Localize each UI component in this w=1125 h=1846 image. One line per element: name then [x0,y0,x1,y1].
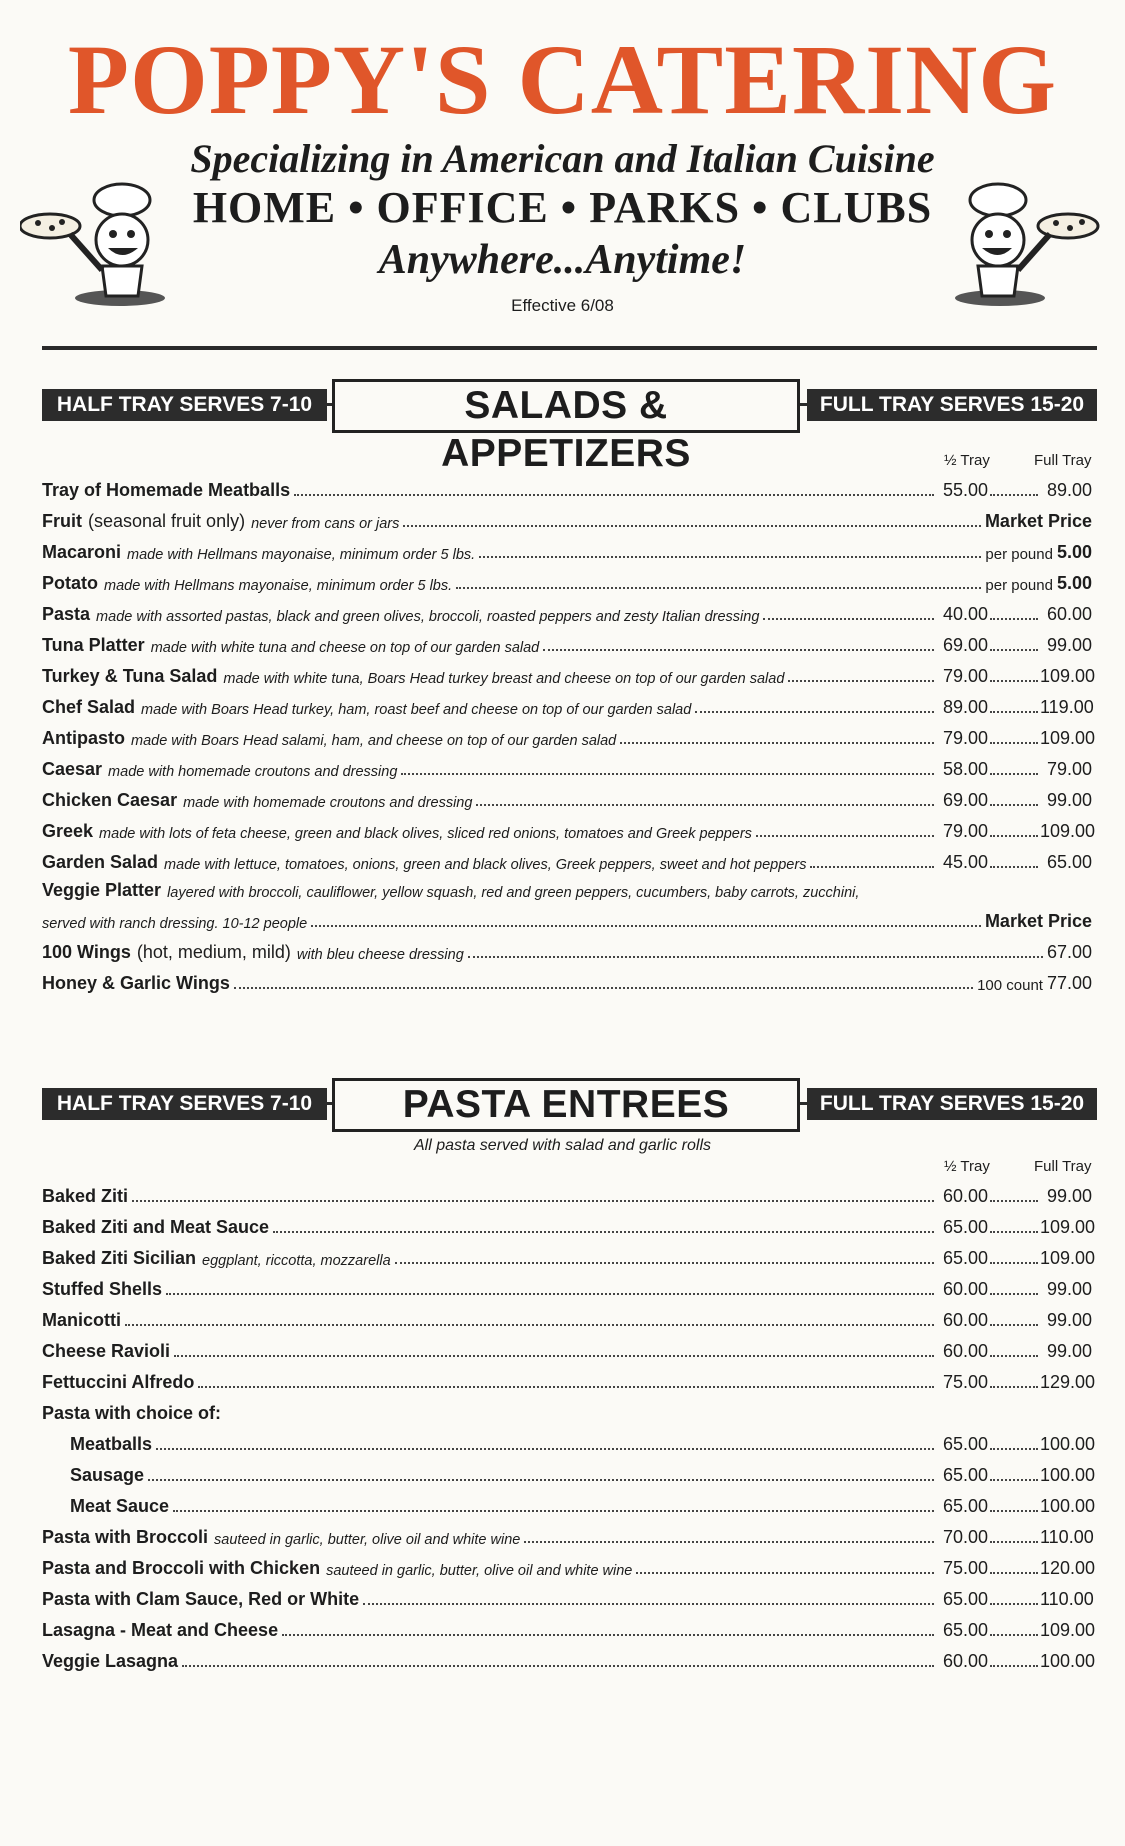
full-tray-price: 100.00 [1040,1496,1096,1516]
leader-dots [395,1262,934,1264]
item-name: Fruit [42,511,82,531]
menu-item [42,1176,1092,1207]
leader-dots [166,1293,934,1295]
leader-dots [294,494,934,496]
salads-column-headers [42,452,1092,472]
menu-item [42,1207,1096,1238]
item-name: Pasta [42,604,91,624]
menu-item [42,1300,1092,1331]
half-tray-price: 75.00 [942,1372,988,1392]
menu-item [42,1238,1096,1269]
menu-item [42,1269,1092,1300]
item-description: made with Hellmans mayonaise, minimum order 5 lbs. [127,547,476,563]
full-tray-serves: FULL TRAY SERVES 15-20 [807,1088,1097,1120]
item-name: Baked Ziti Sicilian [42,1248,197,1268]
leader-dots [620,742,934,744]
leader-dots [810,866,934,868]
pasta-column-headers [42,1158,1092,1178]
pasta-note: All pasta served with salad and garlic rolls [413,1137,712,1154]
full-tray-price: 120.00 [1040,1558,1096,1578]
leader-dots [456,587,981,589]
full-tray-price: 60.00 [1046,604,1092,624]
full-tray-header: Full Tray [1034,1158,1092,1175]
leader-dots [476,804,934,806]
half-tray-price: 60.00 [942,1279,988,1299]
item-name: Veggie Lasagna [42,1651,179,1671]
leader-dots [173,1510,934,1512]
item-description: made with Boars Head salami, ham, and cheese on top of our garden salad [131,733,617,749]
full-tray-price: 99.00 [1046,1186,1092,1206]
half-tray-price: 58.00 [942,759,988,779]
item-name: Fettuccini Alfredo [42,1372,195,1392]
half-tray-price: 65.00 [942,1217,988,1237]
half-tray-price: 60.00 [942,1310,988,1330]
half-tray-price: 69.00 [942,790,988,810]
item-name: Meat Sauce [70,1496,170,1516]
item-name: Macaroni [42,542,122,562]
full-tray-price: 65.00 [1046,852,1092,872]
item-name: Veggie Platter [42,880,162,900]
salads-list [42,470,1096,994]
price-unit: per pound [985,577,1053,594]
menu-item [42,780,1092,811]
full-tray-price: 109.00 [1040,1217,1096,1237]
menu-item [42,687,1092,718]
full-tray-price: 110.00 [1040,1527,1094,1547]
half-tray-price: 65.00 [942,1465,988,1485]
menu-item [42,718,1096,749]
item-name: Potato [42,573,98,593]
menu-item [42,1548,1096,1579]
item-name: Pasta with choice of: [42,1403,222,1423]
item-name: Manicotti [42,1310,121,1330]
item-name: Pasta with Broccoli [42,1527,209,1547]
menu-item [42,1610,1096,1641]
item-name: Tuna Platter [42,635,145,655]
section-title-pasta: PASTA ENTREES [332,1078,800,1132]
leader-dots [990,1355,1038,1357]
item-description: sauteed in garlic, butter, olive oil and white wine [326,1563,633,1579]
half-tray-price: 65.00 [942,1248,988,1268]
item-name: Chicken Caesar [42,790,178,810]
half-tray-price: 60.00 [942,1186,988,1206]
item-description: served with ranch dressing. 10-12 people [42,916,308,932]
half-tray-price: 60.00 [942,1651,988,1671]
half-tray-price: 79.00 [942,728,988,748]
item-name: Sausage [70,1465,145,1485]
half-tray-price: 55.00 [942,480,988,500]
venues-line: HOME • OFFICE • PARKS • CLUBS [192,183,933,232]
leader-dots [756,835,934,837]
full-tray-price: 89.00 [1046,480,1092,500]
leader-dots [636,1572,934,1574]
leader-dots [403,525,981,527]
leader-dots [990,494,1038,496]
menu-item [42,1362,1096,1393]
header-divider [42,346,1097,350]
price: 67.00 [1046,942,1092,962]
menu-item-continued [42,901,1092,932]
full-tray-price: 99.00 [1046,635,1092,655]
item-name: Turkey & Tuna Salad [42,666,218,686]
half-tray-serves: HALF TRAY SERVES 7-10 [42,1088,327,1120]
leader-dots [156,1448,934,1450]
menu-item [42,1486,1096,1517]
item-description: sauteed in garlic, butter, olive oil and white wine [214,1532,521,1548]
leader-dots [990,1231,1038,1233]
menu-item [42,656,1096,687]
item-name: Baked Ziti and Meat Sauce [42,1217,270,1237]
leader-dots [990,1200,1038,1202]
leader-dots [125,1324,934,1326]
leader-dots [234,987,973,989]
leader-dots [479,556,981,558]
leader-dots [524,1541,934,1543]
menu-item [42,1424,1096,1455]
item-description: made with Hellmans mayonaise, minimum order 5 lbs. [104,578,453,594]
menu-item [42,501,1092,532]
half-tray-price: 79.00 [942,666,988,686]
full-tray-price: 109.00 [1040,1248,1096,1268]
full-tray-price: 109.00 [1040,666,1096,686]
leader-dots [990,1386,1038,1388]
full-tray-price: 99.00 [1046,790,1092,810]
item-name: Garden Salad [42,852,159,872]
full-tray-price: 119.00 [1040,697,1094,717]
leader-dots [990,1324,1038,1326]
market-price: Market Price [984,911,1092,931]
leader-dots [990,742,1038,744]
leader-dots [990,866,1038,868]
item-name: Tray of Homemade Meatballs [42,480,291,500]
business-title: POPPY'S CATERING [67,24,1058,135]
menu-item [42,842,1092,873]
half-tray-price: 45.00 [942,852,988,872]
item-name: Caesar [42,759,103,779]
full-tray-price: 109.00 [1040,1620,1096,1640]
menu-item [42,749,1092,780]
menu-item [42,532,1092,563]
item-note: (hot, medium, mild) [136,942,291,962]
half-tray-header: ½ Tray [944,452,990,469]
item-name: Cheese Ravioli [42,1341,171,1361]
leader-dots [990,618,1038,620]
leader-dots [468,956,1043,958]
leader-dots [695,711,934,713]
item-description: made with homemade croutons and dressing [183,795,473,811]
item-description: made with lettuce, tomatoes, onions, green and black olives, Greek peppers, sweet and hot peppers [164,857,807,873]
half-tray-price: 40.00 [942,604,988,624]
pasta-banner [42,1082,1097,1126]
price-unit: per pound [985,546,1053,563]
price: 5.00 [1056,573,1092,593]
leader-dots [990,1634,1038,1636]
item-description: made with white tuna, Boars Head turkey breast and cheese on top of our garden salad [223,671,785,687]
leader-dots [311,925,981,927]
leader-dots [543,649,934,651]
full-tray-price: 99.00 [1046,1279,1092,1299]
full-tray-price: 100.00 [1040,1434,1096,1454]
leader-dots [174,1355,934,1357]
item-description: never from cans or jars [251,516,400,532]
half-tray-serves: HALF TRAY SERVES 7-10 [42,389,327,421]
leader-dots [763,618,934,620]
menu-item [42,811,1096,842]
half-tray-price: 70.00 [942,1527,988,1547]
menu-item [42,873,1092,901]
anywhere-slogan: Anywhere...Anytime! [378,237,747,283]
half-tray-price: 75.00 [942,1558,988,1578]
leader-dots [132,1200,934,1202]
leader-dots [363,1603,934,1605]
item-description: layered with broccoli, cauliflower, yellow squash, red and green peppers, cucumbers, baby carrots, zucchini, [167,885,860,901]
leader-dots [273,1231,934,1233]
leader-dots [990,1510,1038,1512]
market-price: Market Price [984,511,1092,531]
item-note: (seasonal fruit only) [88,511,246,531]
item-name: Antipasto [42,728,125,748]
item-name: Pasta with Clam Sauce, Red or White [42,1589,360,1609]
half-tray-price: 65.00 [942,1496,988,1516]
item-name: Honey & Garlic Wings [42,973,230,993]
item-name: Baked Ziti [42,1186,129,1206]
menu-item [42,470,1092,501]
half-tray-price: 65.00 [942,1589,988,1609]
effective-date: Effective 6/08 [511,296,614,315]
item-name: Greek [42,821,94,841]
leader-dots [990,1448,1038,1450]
full-tray-price: 99.00 [1046,1310,1092,1330]
leader-dots [990,804,1038,806]
price-unit: 100 count [977,977,1043,994]
full-tray-price: 109.00 [1040,728,1096,748]
full-tray-price: 100.00 [1040,1465,1096,1485]
half-tray-price: 65.00 [942,1620,988,1640]
leader-dots [282,1634,934,1636]
menu-item [42,963,1092,994]
leader-dots [990,711,1038,713]
full-tray-price: 79.00 [1046,759,1092,779]
full-tray-header: Full Tray [1034,452,1092,469]
half-tray-price: 65.00 [942,1434,988,1454]
menu-item [42,1517,1092,1548]
item-description: made with white tuna and cheese on top of our garden salad [150,640,540,656]
section-title-salads: SALADS & APPETIZERS [332,379,800,433]
half-tray-header: ½ Tray [944,1158,990,1175]
menu-item [42,1393,1092,1424]
full-tray-price: 109.00 [1040,821,1096,841]
item-name: Pasta and Broccoli with Chicken [42,1558,321,1578]
menu-item [42,1331,1092,1362]
leader-dots [401,773,934,775]
leader-dots [990,1665,1038,1667]
pasta-list [42,1176,1096,1672]
price: 5.00 [1056,542,1092,562]
leader-dots [148,1479,934,1481]
menu-item [42,932,1092,963]
item-description: made with assorted pastas, black and green olives, broccoli, roasted peppers and zesty Italian dressing [96,609,760,625]
item-description: made with lots of feta cheese, green and black olives, sliced red onions, tomatoes and Greek peppers [99,826,752,842]
half-tray-price: 69.00 [942,635,988,655]
menu-item [42,1579,1092,1610]
full-tray-price: 100.00 [1040,1651,1096,1671]
half-tray-price: 79.00 [942,821,988,841]
leader-dots [990,773,1038,775]
full-tray-price: 129.00 [1040,1372,1096,1392]
leader-dots [990,1572,1038,1574]
item-name: Lasagna - Meat and Cheese [42,1620,279,1640]
menu-item [42,1455,1096,1486]
item-description: eggplant, riccotta, mozzarella [202,1253,391,1269]
tagline: Specializing in American and Italian Cuisine [190,136,935,181]
leader-dots [788,680,934,682]
menu-item [42,1641,1096,1672]
leader-dots [990,1603,1038,1605]
half-tray-price: 60.00 [942,1341,988,1361]
item-description: made with Boars Head turkey, ham, roast beef and cheese on top of our garden salad [141,702,692,718]
leader-dots [990,1293,1038,1295]
leader-dots [990,835,1038,837]
menu-item [42,563,1092,594]
full-tray-serves: FULL TRAY SERVES 15-20 [807,389,1097,421]
item-name: 100 Wings [42,942,131,962]
half-tray-price: 89.00 [942,697,988,717]
item-name: Stuffed Shells [42,1279,163,1299]
menu-item [42,625,1092,656]
leader-dots [182,1665,934,1667]
full-tray-price: 99.00 [1046,1341,1092,1361]
item-name: Meatballs [70,1434,153,1454]
price: 77.00 [1046,973,1092,993]
item-description: made with homemade croutons and dressing [108,764,398,780]
leader-dots [990,680,1038,682]
full-tray-price: 110.00 [1040,1589,1094,1609]
leader-dots [198,1386,934,1388]
menu-item [42,594,1092,625]
item-name: Chef Salad [42,697,136,717]
leader-dots [990,1479,1038,1481]
leader-dots [990,1541,1038,1543]
leader-dots [990,649,1038,651]
leader-dots [990,1262,1038,1264]
item-description: with bleu cheese dressing [296,947,464,963]
menu-header [0,24,1125,316]
